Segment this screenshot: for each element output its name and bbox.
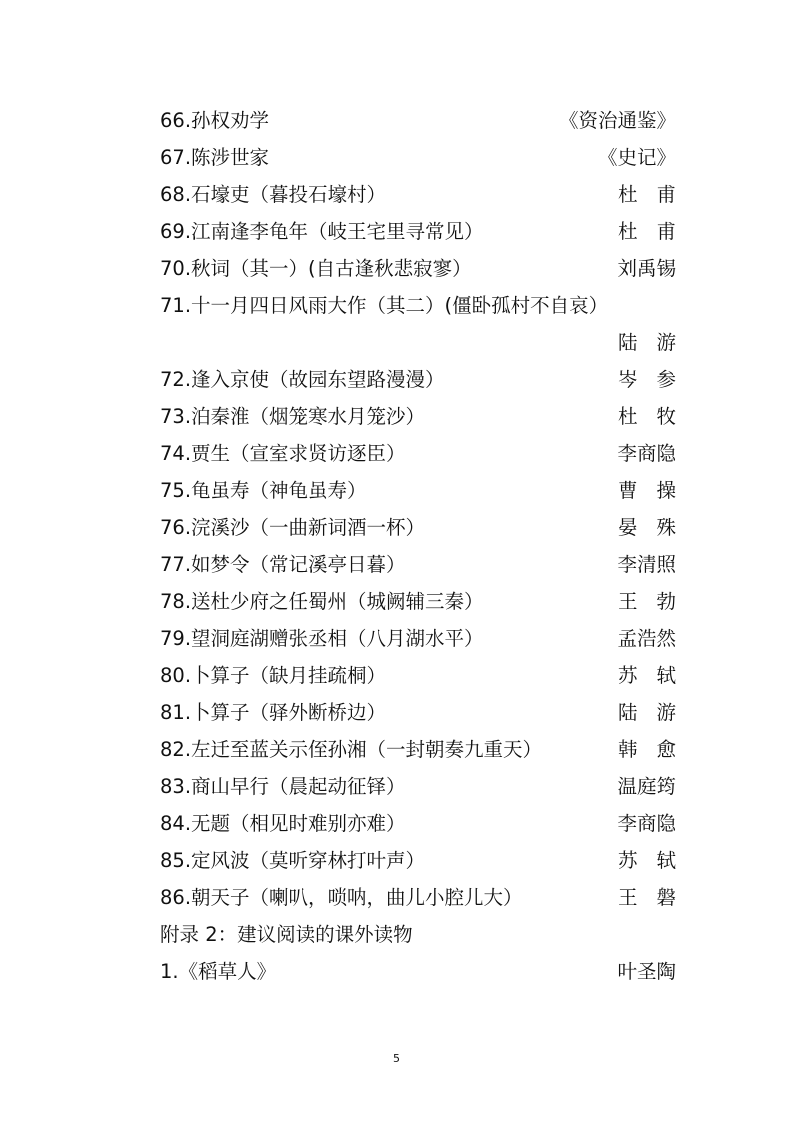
- entry-title: 75.龟虽寿（神龟虽寿）: [160, 479, 367, 502]
- poem-entry: [160, 472, 695, 509]
- entry-title: 76.浣溪沙（一曲新词酒一杯）: [160, 516, 426, 539]
- entry-title: 83.商山早行（晨起动征铎）: [160, 775, 406, 798]
- reading-list: [160, 953, 676, 990]
- entry-author: 杜牧: [617, 405, 695, 428]
- poem-entry: [160, 842, 695, 879]
- poem-entry: [160, 102, 676, 139]
- entry-author: 孟浩然: [617, 627, 676, 650]
- entry-title: 71.十一月四日风雨大作（其二）(僵卧孤村不自哀）: [160, 294, 609, 317]
- entry-author: 叶圣陶: [617, 960, 676, 983]
- poem-entry: [160, 398, 695, 435]
- entry-title: 73.泊秦淮（烟笼寒水月笼沙）: [160, 405, 426, 428]
- poem-entry: [160, 620, 676, 657]
- poem-entry: [160, 324, 695, 361]
- page-number: 5: [393, 1052, 400, 1065]
- entry-author: 陆游: [617, 701, 695, 724]
- entry-author: 杜甫: [617, 183, 695, 206]
- poem-entry: [160, 139, 676, 176]
- entry-author: 温庭筠: [617, 775, 676, 798]
- entry-author: 王勃: [617, 590, 695, 613]
- entry-title: 67.陈涉世家: [160, 146, 270, 169]
- entry-author: 曹操: [617, 479, 695, 502]
- entry-title: 86.朝天子（喇叭，唢呐，曲儿小腔儿大）: [160, 886, 523, 909]
- poem-entry: [160, 287, 676, 324]
- poem-entry: [160, 805, 676, 842]
- entry-title: 77.如梦令（常记溪亭日暮）: [160, 553, 406, 576]
- entry-title: 81.卜算子（驿外断桥边）: [160, 701, 387, 724]
- appendix-heading-row: [160, 916, 676, 953]
- entry-title: 68.石壕吏（暮投石壕村）: [160, 183, 387, 206]
- poem-entry: [160, 546, 676, 583]
- entry-title: 66.孙权劝学: [160, 109, 270, 132]
- entry-title: 72.逢入京使（故园东望路漫漫）: [160, 368, 445, 391]
- entry-title: 78.送杜少府之任蜀州（城阙辅三秦）: [160, 590, 484, 613]
- entry-title: 84.无题（相见时难别亦难）: [160, 812, 406, 835]
- poem-entry: [160, 176, 695, 213]
- entry-title: 69.江南逢李龟年（岐王宅里寻常见）: [160, 220, 484, 243]
- entry-title: 85.定风波（莫听穿林打叶声）: [160, 849, 426, 872]
- appendix-heading: 附录 2：建议阅读的课外读物: [160, 923, 413, 946]
- poem-entry: [160, 879, 695, 916]
- entry-title: 80.卜算子（缺月挂疏桐）: [160, 664, 387, 687]
- entry-title: 82.左迁至蓝关示侄孙湘（一封朝奏九重天）: [160, 738, 543, 761]
- poem-entry: [160, 657, 695, 694]
- entry-author: 王磐: [617, 886, 695, 909]
- entry-title: 1.《稻草人》: [160, 960, 277, 983]
- entry-author: 李商隐: [617, 812, 676, 835]
- entry-author: 韩愈: [617, 738, 695, 761]
- poem-entry: [160, 583, 695, 620]
- entry-author: 陆游: [617, 331, 695, 354]
- entry-author: 杜甫: [617, 220, 695, 243]
- entry-title: 79.望洞庭湖赠张丞相（八月湖水平）: [160, 627, 484, 650]
- entry-author: 岑参: [617, 368, 695, 391]
- poem-entry: [160, 768, 676, 805]
- entry-author: 李清照: [617, 553, 676, 576]
- entry-author: 《史记》: [597, 146, 676, 169]
- entry-author: 苏轼: [617, 664, 695, 687]
- poem-entry: [160, 213, 695, 250]
- poem-entry: [160, 509, 695, 546]
- poem-list: [160, 102, 695, 916]
- entry-title: 74.贾生（宣室求贤访逐臣）: [160, 442, 406, 465]
- entry-author: 《资治通鉴》: [558, 109, 676, 132]
- poem-entry: [160, 361, 695, 398]
- poem-entry: [160, 435, 676, 472]
- document-body: [160, 102, 695, 990]
- reading-entry: [160, 953, 676, 990]
- entry-title: 70.秋词（其一）(自古逢秋悲寂寥）: [160, 257, 472, 280]
- entry-author: 刘禹锡: [617, 257, 676, 280]
- poem-entry: [160, 731, 695, 768]
- entry-author: 苏轼: [617, 849, 695, 872]
- poem-entry: [160, 694, 695, 731]
- poem-entry: [160, 250, 676, 287]
- entry-author: 李商隐: [617, 442, 676, 465]
- entry-author: 晏殊: [617, 516, 695, 539]
